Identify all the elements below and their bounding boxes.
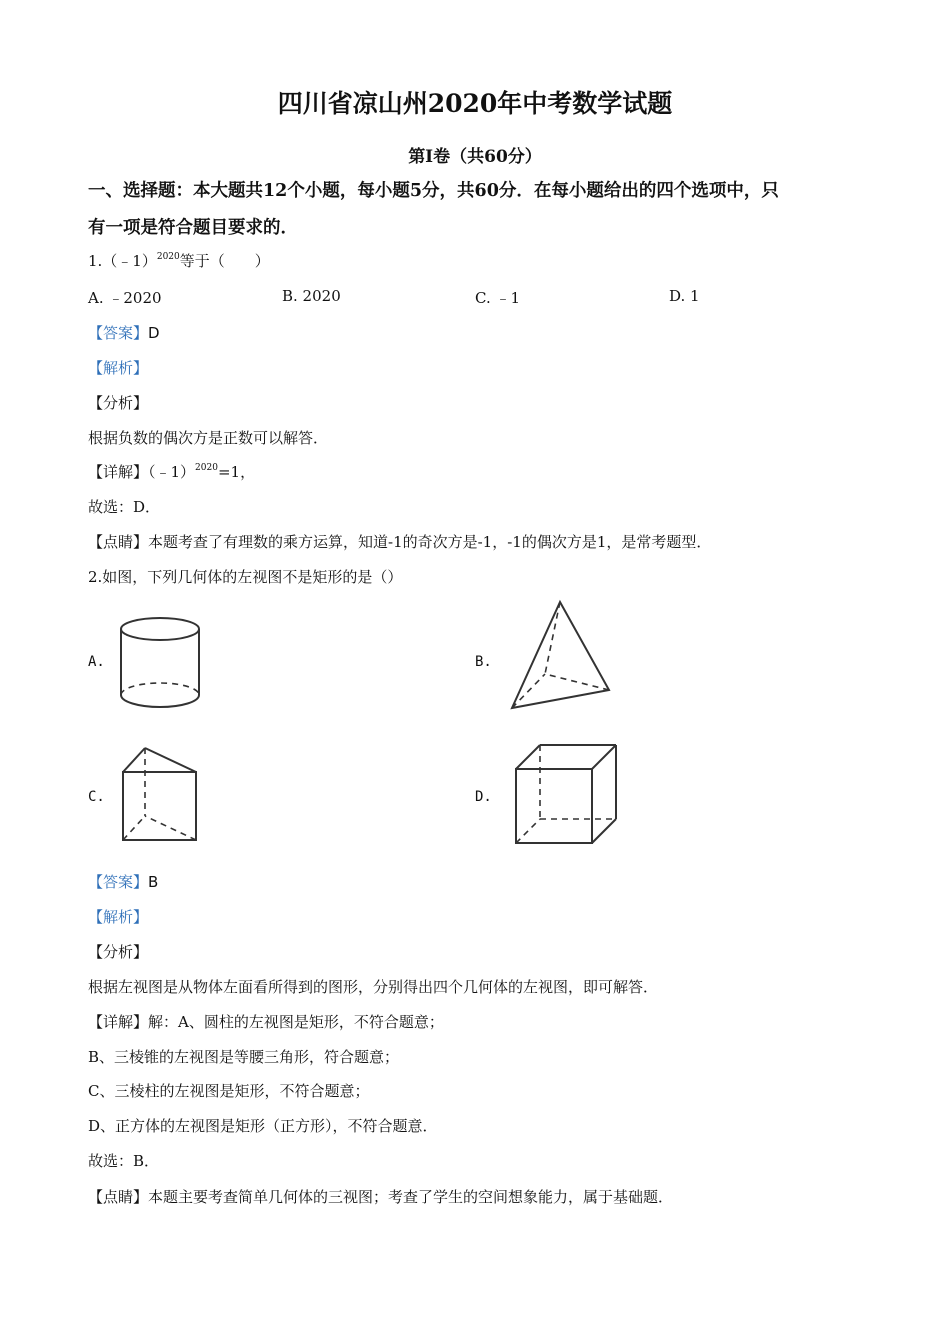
- q1-option-d: D. 1: [669, 287, 700, 305]
- q2-detail-4: D、正方体的左视图是矩形（正方形），不符合题意．: [88, 1117, 438, 1135]
- q1-option-b: B. 2020: [282, 287, 341, 305]
- triangular-prism-icon: [118, 742, 203, 847]
- volume-subtitle: 第Ⅰ卷（共60分）: [408, 147, 542, 167]
- q1-comment: 【点睛】本题考查了有理数的乘方运算，知道-1的奇次方是-1，-1的偶次方是1，是常考题型．: [88, 533, 712, 551]
- q2-figure-label-d: D.: [475, 789, 492, 805]
- q2-detail-1: 【详解】解：A、圆柱的左视图是矩形，不符合题意；: [88, 1013, 444, 1031]
- q1-analysis-tag: 【解析】: [88, 359, 149, 377]
- q1-fenxi-tag: 【分析】: [88, 394, 149, 412]
- q2-choose: 故选：B．: [88, 1152, 160, 1170]
- q2-figure-label-b: B.: [475, 654, 492, 670]
- q2-fenxi-text: 根据左视图是从物体左面看所得到的图形，分别得出四个几何体的左视图，即可解答．: [88, 978, 659, 996]
- q1-option-c: C. ﹣1: [475, 289, 521, 307]
- cylinder-icon: [110, 612, 210, 717]
- section-heading-line2: 有一项是符合题目要求的．: [88, 218, 298, 238]
- section-heading-line1: 一、选择题：本大题共12个小题，每小题5分，共60分．在每小题给出的四个选项中，只: [88, 181, 779, 201]
- q1-stem: 1.（﹣1）$^{2020}$等于（ ）: [88, 252, 270, 270]
- q2-analysis-tag: 【解析】: [88, 908, 149, 926]
- triangular-pyramid-icon: [505, 598, 615, 713]
- q1-fenxi-text: 根据负数的偶次方是正数可以解答．: [88, 429, 329, 447]
- q1-choose: 故选：D．: [88, 498, 161, 516]
- q1-option-a: A. ﹣2020: [88, 289, 162, 307]
- page-title: 四川省凉山州2020年中考数学试题: [277, 89, 673, 118]
- q2-fenxi-tag: 【分析】: [88, 943, 149, 961]
- q2-comment: 【点睛】本题主要考查简单几何体的三视图；考查了学生的空间想象能力，属于基础题．: [88, 1188, 674, 1206]
- cube-icon: [512, 740, 622, 850]
- q2-detail-3: C、三棱柱的左视图是矩形，不符合题意；: [88, 1082, 370, 1100]
- q2-detail-2: B、三棱锥的左视图是等腰三角形，符合题意；: [88, 1048, 400, 1066]
- q1-detail: 【详解】（﹣1）$^{2020}$=1，: [88, 463, 256, 481]
- q1-answer: 【答案】D: [88, 324, 160, 342]
- q2-answer: 【答案】B: [88, 873, 159, 891]
- q2-figure-label-a: A.: [88, 654, 105, 670]
- q2-figure-label-c: C.: [88, 789, 105, 805]
- q2-stem: 2.如图，下列几何体的左视图不是矩形的是（）: [88, 568, 403, 586]
